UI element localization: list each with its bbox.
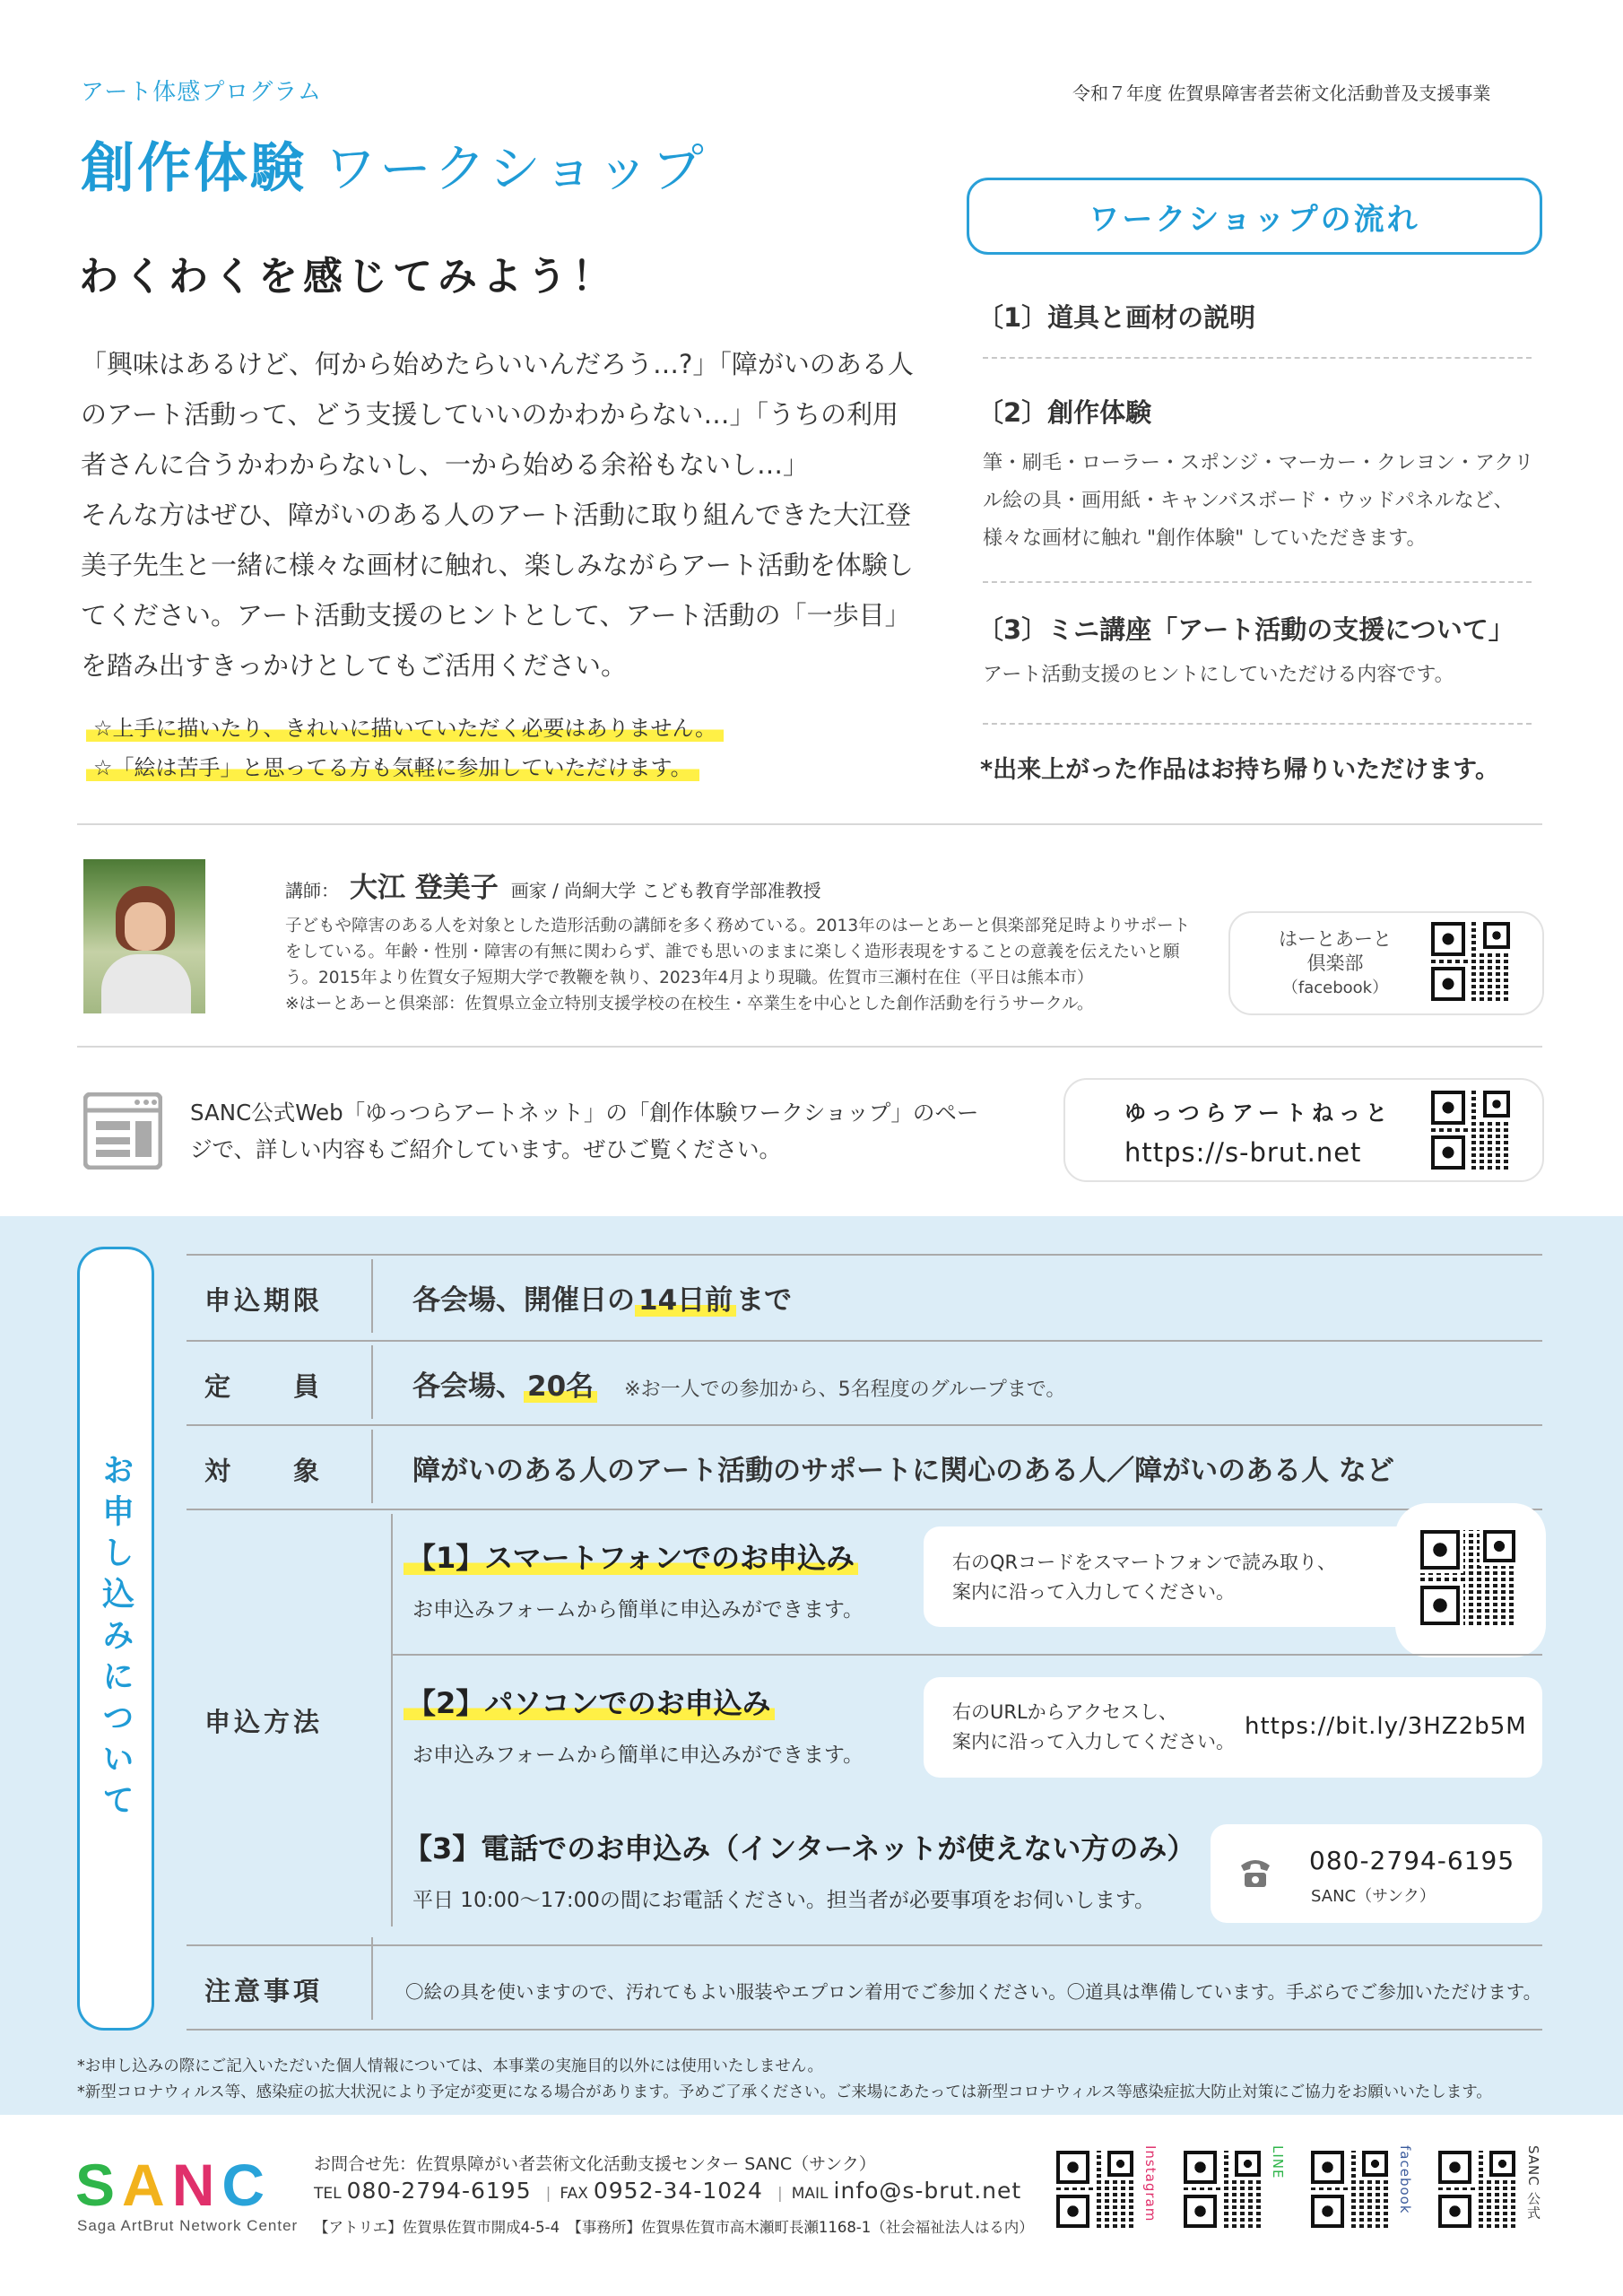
mail-label: MAIL: [791, 2185, 829, 2203]
facebook-qr-code[interactable]: [1431, 922, 1510, 1001]
instructor-bio-text: 子どもや障害のある人を対象とした造形活動の講師を多く務めている。2013年のはーとあーと倶楽部発足時よりサポートをしている。年齢・性別・障害の有無に関わらず、誰でも思いのままに楽しく造形表現をすることの意義を伝えたいと願う。2015年より佐賀女子短期大学で教鞭を執り、2023年4月より現職。佐賀市三瀬村在住（平日は熊本市）: [285, 917, 1191, 987]
sanc-logo: SANC: [75, 2152, 273, 2218]
phone-icon: [1237, 1857, 1273, 1889]
method-1-card-line-2: 案内に沿って入力してください。: [952, 1581, 1235, 1603]
deadline-post: まで: [736, 1284, 793, 1317]
title-main: 創作体験: [81, 137, 307, 200]
table-line: [187, 1509, 1542, 1510]
instagram-qr-code[interactable]: [1056, 2151, 1133, 2228]
intro-text: [81, 339, 915, 691]
website-qr-code[interactable]: [1431, 1091, 1510, 1170]
tagline: わくわくを感じてみよう！: [79, 254, 617, 300]
deadline-pre: 各会場、開催日の: [412, 1284, 635, 1317]
flow-title-box: [967, 178, 1542, 255]
divider: [77, 1046, 1542, 1048]
sanc-official-label: SANC 公式: [1525, 2145, 1541, 2221]
deadline-value: [412, 1277, 792, 1318]
flow-note: *出来上がった作品はお持ち帰りいただけます。: [980, 756, 1499, 784]
table-line: [187, 2029, 1542, 2031]
divider: [983, 723, 1532, 725]
target-value: 障がいのある人のアート活動のサポートに関心のある人／障がいのある人 など: [412, 1455, 1394, 1487]
method-1-text: お申込みフォームから簡単に申込みができます。: [412, 1598, 864, 1622]
instructor-heading: [285, 865, 821, 905]
table-line: [371, 1937, 373, 2020]
method-label: 申込方法: [204, 1707, 324, 1737]
line-label: LINE: [1270, 2145, 1286, 2179]
notes-label: 注意事項: [204, 1976, 324, 2006]
footer-fax: 0952-34-1024: [593, 2178, 763, 2204]
application-qr-code[interactable]: [1420, 1530, 1515, 1625]
phone-name: SANC（サンク）: [1311, 1887, 1436, 1906]
method-1-card-text: [952, 1548, 1336, 1607]
intro-paragraph-2: そんな方はぜひ、障がいのある人のアート活動に取り組んできた大江登美子先生と一緒に様々な画材に触れ、楽しみながらアート活動を体験してください。アート活動支援のヒントとして、アート活動の「一歩目」を踏み出すきっかけとしてもご活用ください。: [81, 500, 914, 681]
table-line: [371, 1259, 373, 1333]
table-line: [187, 1254, 1542, 1256]
table-line: [371, 1430, 373, 1503]
divider: [77, 823, 1542, 825]
application-side-label: [77, 1247, 154, 2031]
sanc-qr-code[interactable]: [1438, 2151, 1515, 2228]
deadline-highlight: 14日前: [635, 1284, 736, 1317]
table-line: [391, 1514, 393, 1926]
instructor-title: 画家 / 尚絅大学 こども教育学部准教授: [510, 880, 821, 901]
flow-step-2: 〔2〕創作体験: [977, 397, 1152, 428]
divider: [983, 357, 1532, 359]
intro-paragraph-1: 「興味はあるけど、何から始めたらいいんだろう…?」「障がいのある人のアート活動って、どう支援していいのかわからない…」「うちの利用者さんに合うかわからないし、一から始める余裕もないし…」: [81, 349, 914, 480]
method-2-card-line-1: 右のURLからアクセスし、: [952, 1701, 1178, 1723]
website-name: ゆっつらアートねっと: [1124, 1100, 1393, 1126]
capacity-highlight: 20名: [524, 1370, 597, 1403]
footer-contact-numbers: TEL 080-2794-6195 | FAX 0952-34-1024 | MAIL info@s-brut.net: [314, 2178, 1022, 2204]
facebook-footer-qr-code[interactable]: [1311, 2151, 1388, 2228]
footnote-1: *お申し込みの際にご記入いただいた個人情報については、本事業の実施目的以外には使用いたしません。: [77, 2057, 823, 2075]
method-2-card-text: [952, 1698, 1235, 1757]
capacity-label: 定 員: [204, 1371, 324, 1402]
application-url[interactable]: https://bit.ly/3HZ2b5M: [1245, 1713, 1527, 1740]
method-1-heading: [404, 1535, 858, 1577]
table-line: [187, 1944, 1542, 1946]
phone-number[interactable]: 080-2794-6195: [1309, 1846, 1515, 1875]
method-2-heading: [404, 1681, 775, 1722]
web-description: SANC公式Web「ゆっつらアートネット」の「創作体験ワークショップ」のページで、詳しい内容もご紹介しています。ぜひご覧ください。: [190, 1100, 979, 1162]
website-url[interactable]: https://s-brut.net: [1124, 1137, 1362, 1168]
club-label: [1252, 927, 1419, 1000]
instructor-photo: [83, 859, 205, 1013]
capacity-note: ※お一人での参加から、5名程度のグループまで。: [624, 1378, 1066, 1401]
method-2-text: お申込みフォームから簡単に申込みができます。: [412, 1744, 864, 1767]
method-3-heading: 【3】電話でのお申込み（インターネットが使えない方のみ）: [404, 1831, 1196, 1866]
footer-address: 【アトリエ】佐賀県佐賀市開成4-5-4 【事務所】佐賀県佐賀市高木瀬町長瀬1168-1（社会福祉法人はる内）: [314, 2219, 1034, 2236]
application-side-title: お申し込みについて: [97, 1453, 135, 1824]
webpage-icon: [83, 1092, 162, 1170]
method-1-card-line-1: 右のQRコードをスマートフォンで読み取り、: [952, 1552, 1337, 1573]
notes-text: 〇絵の具を使いますので、汚れてもよい服装やエプロン着用でご参加ください。〇道具は準備しています。手ぶらでご参加いただけます。: [405, 1981, 1542, 2003]
footnote-2: *新型コロナウィルス等、感染症の拡大状況により予定が変更になる場合があります。予めご了承ください。ご来場にあたっては新型コロナウィルス等感染症拡大防止対策にご協力をお願いいたします。: [77, 2083, 1492, 2101]
line-qr-code[interactable]: [1184, 2151, 1261, 2228]
facebook-label: facebook: [1397, 2145, 1413, 2214]
project-name: 令和７年度 佐賀県障害者芸術文化活動普及支援事業: [1072, 83, 1491, 104]
instructor-label: 講師：: [285, 880, 339, 901]
method-3-text: 平日 10:00〜17:00の間にお電話ください。担当者が必要事項をお伺いします。: [412, 1889, 1156, 1912]
flow-step-3-text: アート活動支援のヒントにしていただける内容です。: [983, 664, 1454, 686]
instructor-bio: [285, 913, 1195, 1017]
method-1-title: 【1】スマートフォンでのお申込み: [404, 1541, 858, 1575]
footer-tel[interactable]: 080-2794-6195: [346, 2178, 532, 2204]
deadline-label: 申込期限: [204, 1285, 324, 1316]
footer-contact: お問合せ先：佐賀県障がい者芸術文化活動支援センター SANC（サンク）: [314, 2154, 876, 2174]
logo-subtitle: Saga ArtBrut Network Center: [77, 2217, 299, 2234]
tel-label: TEL: [314, 2185, 342, 2203]
flow-step-2-text: 筆・刷毛・ローラー・スポンジ・マーカー・クレヨン・アクリル絵の具・画用紙・キャンバスボード・ウッドパネルなど、様々な画材に触れ "創作体験" していただきます。: [983, 452, 1534, 550]
flow-step-1: 〔1〕道具と画材の説明: [977, 302, 1256, 333]
footnotes: [77, 2054, 1492, 2106]
capacity-pre: 各会場、: [412, 1370, 524, 1403]
capacity-value: [412, 1363, 1065, 1404]
table-line: [187, 1340, 1542, 1342]
title-sub: ワークショップ: [325, 138, 707, 199]
table-line: [393, 1654, 1542, 1656]
intro-note-1: ☆上手に描いたり、きれいに描いていただく必要はありません。: [86, 710, 724, 742]
divider: [983, 581, 1532, 583]
instructor-name: 大江 登美子: [350, 872, 499, 904]
table-line: [187, 1424, 1542, 1426]
program-label: アート体感プログラム: [81, 79, 322, 106]
club-name-1: はーとあーと: [1279, 928, 1392, 950]
method-2-title: 【2】パソコンでのお申込み: [404, 1686, 775, 1720]
target-label: 対 象: [204, 1456, 324, 1486]
club-name-2: 倶楽部: [1306, 952, 1364, 974]
club-facebook: （facebook）: [1281, 978, 1389, 997]
fax-label: FAX: [560, 2185, 588, 2203]
footer-mail[interactable]: info@s-brut.net: [833, 2178, 1022, 2204]
method-2-card-line-2: 案内に沿って入力してください。: [952, 1731, 1235, 1752]
instructor-bio-note: ※はーとあーと倶楽部：佐賀県立金立特別支援学校の在校生・卒業生を中心とした創作活動を行うサークル。: [285, 995, 1094, 1013]
table-line: [371, 1345, 373, 1419]
instagram-label: Instagram: [1142, 2145, 1159, 2222]
flow-title: ワークショップの流れ: [1089, 201, 1420, 238]
intro-note-2: ☆「絵は苦手」と思ってる方も気軽に参加していただけます。: [86, 750, 699, 781]
page-title: [81, 126, 707, 203]
flow-step-3: 〔3〕ミニ講座「アート活動の支援について」: [977, 614, 1515, 645]
